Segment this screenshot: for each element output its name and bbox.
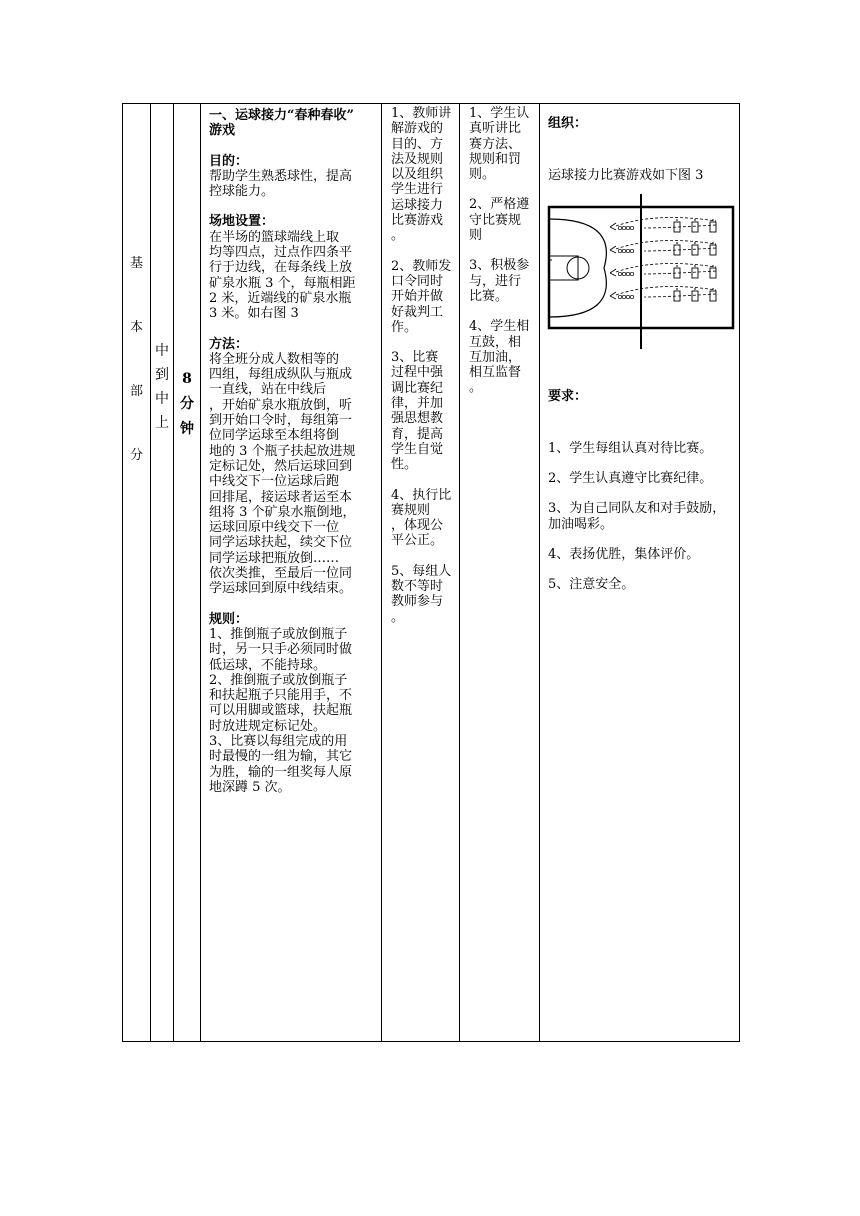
relay-lane xyxy=(610,240,716,255)
field-setup-block: 场地设置： 在半场的篮球端线上取 均等四点，过点作四条平 行于边线，在每条线上放 矿泉水瓶 3 个，每瓶相距 2 米，近端线的矿泉水瓶 3 米。如右图 3 xyxy=(209,214,356,322)
bottle-icon xyxy=(692,245,698,255)
requirements-heading: 要求： xyxy=(548,388,588,404)
requirement-item: 4、表扬优胜，集体评价。 xyxy=(548,547,700,563)
relay-lane xyxy=(610,263,716,278)
organization-cell xyxy=(540,104,740,1042)
requirement-item: 2、学生认真遵守比赛纪律。 xyxy=(548,471,713,487)
bottle-icon xyxy=(710,291,716,301)
student-activity-item: 2、严格遵 守比赛规 则 xyxy=(469,197,530,244)
teacher-activity-item: 4、执行比 赛规则 ，体现公 平公正。 xyxy=(391,487,452,549)
bottle-icon xyxy=(692,268,698,278)
relay-lanes xyxy=(610,217,716,301)
requirement-item: 3、为自己同队友和对手鼓励，加油喝彩。 xyxy=(548,501,726,532)
organization-description: 运球接力比赛游戏如下图 3 xyxy=(548,168,704,184)
section-label: 基 本 部 分 xyxy=(129,256,143,463)
requirement-item: 1、学生每组认真对待比赛。 xyxy=(548,440,713,456)
purpose-block: 目的： 帮助学生熟悉球性，提高 控球能力。 xyxy=(209,153,353,200)
student-activity-item: 1、学生认 真听讲比 赛方法、 规则和罚 则。 xyxy=(469,106,530,183)
teacher-activity-cell xyxy=(382,104,460,1042)
student-activity-item: 4、学生相 互鼓，相 互加油， 相互监督 。 xyxy=(469,319,530,396)
basketball-court-diagram xyxy=(546,194,736,349)
game-title: 一、运球接力“春种春收” 游戏 xyxy=(209,108,354,139)
teacher-activity-item: 1、教师讲 解游戏的 目的、方 法及规则 以及组织 学生进行 运球接力 比赛游戏 。 xyxy=(391,106,452,244)
teacher-activity-item: 5、每组人 数不等时 教师参与 。 xyxy=(391,563,452,625)
rules-block: 规则： 1、推倒瓶子或放倒瓶子 时，另一只手必须同时做 低运球，不能持球。 2、推倒瓶子或放倒瓶子 和扶起瓶子只能用手，不 可以用脚或篮球，扶起瓶 时放进规定标记处。 3、比赛以每组完成的用 时最慢的一组为输，其它 为胜，输的一组奖每人原 地深蹲 5 次。 xyxy=(209,611,353,795)
relay-lane xyxy=(610,286,716,301)
relay-lane xyxy=(610,217,716,232)
section-cell xyxy=(123,104,151,1042)
duration-label: 8 分 钟 xyxy=(180,371,194,437)
intensity-label: 中 到 中 上 xyxy=(155,343,169,431)
duration-cell xyxy=(174,104,201,1042)
organization-heading: 组织： xyxy=(548,116,588,131)
student-activity-cell xyxy=(460,104,540,1042)
student-activity-item: 3、积极参 与，进行 比赛。 xyxy=(469,258,530,304)
key-area xyxy=(549,256,578,280)
bottle-icon xyxy=(710,245,716,255)
bottle-icon xyxy=(692,291,698,301)
bottle-icon xyxy=(710,268,716,278)
intensity-cell xyxy=(151,104,174,1042)
lesson-plan-table xyxy=(122,103,740,1042)
requirement-item: 5、注意安全。 xyxy=(548,577,635,593)
teacher-activity-item: 3、比赛 过程中强 调比赛纪 律，并加 强思想教 育，提高 学生自觉 性。 xyxy=(391,350,444,473)
content-cell xyxy=(201,104,382,1042)
method-block: 方法： 将全班分成人数相等的 四组，每组成纵队与瓶成 一直线，站在中线后 ，开始矿泉水瓶放倒，听 到开始口令时，每组第一 位同学运球至本组将倒 地的 3 个瓶子扶起放进规 定标记处，然后运球回到 中线交下一位运球后跑 回排尾，接运球者运至本 组将 3 个矿泉水瓶倒地， 运球回原中线交下一位 同学运球扶起，续交下位 同学运球把瓶放倒…… 依次类推，至最后一位同 学运球回到原中线结束。 xyxy=(209,336,356,597)
bottle-icon xyxy=(692,222,698,232)
bottle-icon xyxy=(710,222,716,232)
teacher-activity-item: 2、教师发 口令同时 开始并做 好裁判工 作。 xyxy=(391,258,452,335)
